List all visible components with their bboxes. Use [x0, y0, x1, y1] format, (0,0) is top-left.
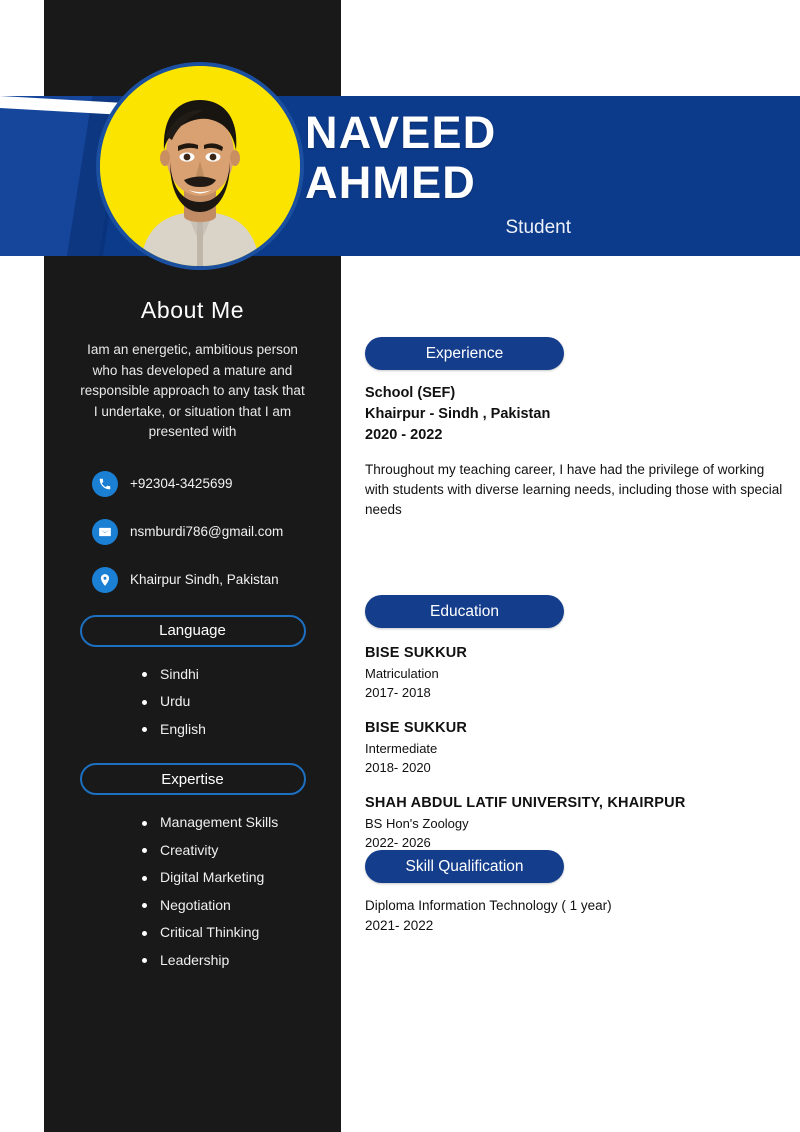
education-dates: 2017- 2018: [365, 685, 431, 700]
email-icon: [92, 519, 118, 545]
education-section-title: [365, 595, 564, 628]
about-me-text: Iam an energetic, ambitious person who has developed a mature and responsible approach to any task that I undertake, or situation that I am presented with: [80, 342, 305, 439]
about-me-heading: About Me: [140, 297, 245, 323]
last-name: AHMED: [305, 157, 476, 208]
expertise-list: [44, 809, 341, 974]
list-item: English: [142, 716, 341, 744]
experience-dates: 2020 - 2022: [365, 427, 443, 443]
main-content: [341, 268, 800, 1132]
skill-qualification-section-title: [365, 850, 564, 883]
education-degree: BS Hon's Zoology: [365, 816, 469, 831]
skill-qualification-section: [365, 850, 785, 935]
first-name: NAVEED: [305, 107, 497, 158]
location-icon: [92, 567, 118, 593]
contact-item-email[interactable]: [92, 519, 341, 545]
list-item: Leadership: [142, 947, 341, 975]
skill-name: Diploma Information Technology ( 1 year): [365, 898, 612, 913]
language-list: [44, 661, 341, 744]
contact-list: [44, 471, 341, 593]
education-institution: BISE SUKKUR: [365, 720, 468, 736]
list-item: Management Skills: [142, 809, 341, 837]
list-item: Critical Thinking: [142, 919, 341, 947]
email-value: nsmburdi786@gmail.com: [130, 524, 284, 539]
education-section: [365, 595, 785, 852]
education-entry: [365, 643, 785, 702]
education-label: Education: [430, 602, 499, 620]
education-dates: 2018- 2020: [365, 760, 431, 775]
contact-item-phone[interactable]: [92, 471, 341, 497]
sidebar-content: [44, 280, 341, 974]
list-item: Negotiation: [142, 892, 341, 920]
education-institution: BISE SUKKUR: [365, 645, 468, 661]
experience-section: [365, 337, 785, 520]
list-item: Sindhi: [142, 661, 341, 689]
list-item: Urdu: [142, 688, 341, 716]
education-entry: [365, 793, 785, 852]
skill-dates: 2021- 2022: [365, 917, 434, 933]
experience-entry: [365, 383, 785, 520]
education-degree: Intermediate: [365, 741, 438, 756]
phone-icon: [92, 471, 118, 497]
skill-entry: [365, 896, 785, 935]
name-block: [305, 108, 775, 241]
education-entry: [365, 718, 785, 777]
education-degree: Matriculation: [365, 666, 439, 681]
education-institution: SHAH ABDUL LATIF UNIVERSITY, KHAIRPUR: [365, 795, 686, 811]
skill-qualification-label: Skill Qualification: [405, 857, 524, 875]
expertise-section-title: [80, 763, 306, 795]
list-item: Digital Marketing: [142, 864, 341, 892]
experience-organization: School (SEF): [365, 385, 456, 401]
experience-description: Throughout my teaching career, I have had the privilege of working with students with diverse learning needs, including those with special needs: [365, 462, 783, 517]
experience-location: Khairpur - Sindh , Pakistan: [365, 406, 551, 422]
role-title: Student: [505, 217, 571, 238]
expertise-label: Expertise: [161, 770, 224, 788]
list-item: Creativity: [142, 837, 341, 865]
experience-label: Experience: [425, 344, 504, 362]
profile-photo: [96, 62, 304, 270]
contact-item-location[interactable]: [92, 567, 341, 593]
education-dates: 2022- 2026: [365, 835, 431, 850]
location-value: Khairpur Sindh, Pakistan: [130, 572, 279, 587]
language-label: Language: [159, 622, 226, 639]
phone-value: +92304-3425699: [130, 476, 233, 491]
language-section-title: [80, 615, 306, 647]
experience-section-title: [365, 337, 564, 370]
portrait-illustration: [100, 66, 300, 266]
